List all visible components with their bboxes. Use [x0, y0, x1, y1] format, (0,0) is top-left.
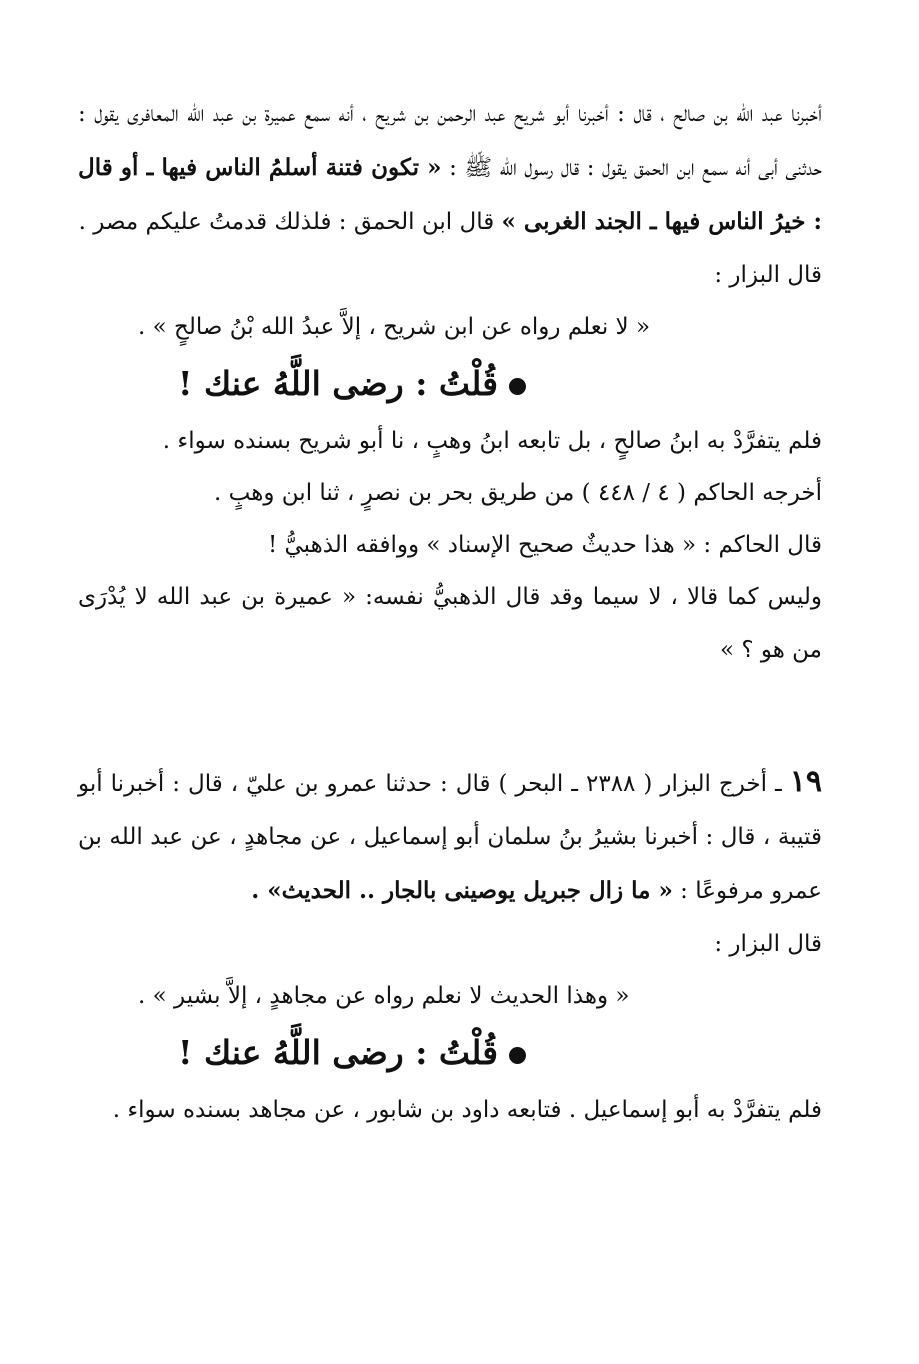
commentary-line: فلم يتفرَّدْ به أبو إسماعيل . فتابعه داود بن شابور ، عن مجاهد بسنده سواء . — [112, 1097, 822, 1123]
qultu-heading-text: قُلْتُ : رضى اللَّهُ عنك ! — [178, 364, 498, 403]
commentary-line: فلم يتفرَّدْ به ابنُ صالحٍ ، بل تابعه ابنُ وهبٍ ، نا أبو شريح بسنده سواء . — [162, 428, 822, 454]
commentary-line: قال الحاكم : « هذا حديثٌ صحيح الإسناد » ووافقه الذهبيُّ ! — [267, 532, 822, 558]
hadith-paragraph — [78, 755, 822, 918]
qultu-heading-text: قُلْتُ : رضى اللَّهُ عنك ! — [178, 1033, 498, 1072]
hadith-matn: « ما زال جبريل يوصينى بالجار .. الحديث» . — [251, 877, 673, 904]
bazzar-label: قال البزار : — [714, 262, 822, 288]
bazzar-label: قال البزار : — [714, 931, 822, 957]
commentary-line: أخرجه الحاكم ( ٤ / ٤٤٨ ) من طريق بحر بن نصرٍ ، ثنا ابن وهبٍ . — [214, 480, 822, 506]
hadith-text: أخبرنا عبد الله بن صالح ، قال : أخبرنا أبو شريح عبد الرحمن بن شريح ، أنه سمع عميرة بن عبد الله المعافرى يقول : حدثنى أبى أنه سمع ابن الحمق يقول : قال رسول الله ﷺ : — [78, 101, 822, 181]
qultu-heading — [78, 1022, 822, 1084]
bazzar-quote-text: « لا نعلم رواه عن ابن شريح ، إلاَّ عبدُ الله بْنُ صالحٍ » . — [138, 314, 651, 340]
bullet-icon — [509, 378, 526, 395]
hadith-text: ـ أخرج البزار ( ٢٣٨٨ ـ البحر ) قال : حدثنا عمرو بن عليّ ، قال : أخبرنا أبو قتيبة ، قال : أخبرنا بشيرُ بنُ سلمان أبو إسماعيل ، عن مجاهدٍ ، عن عبد الله بن عمرو مرفوعًا : — [78, 771, 822, 904]
bazzar-quote — [78, 970, 822, 1022]
section-gap — [78, 677, 822, 755]
hadith-text-end: قال ابن الحمق : فلذلك قدمتُ عليكم مصر . — [78, 209, 502, 235]
commentary-paragraph: وليس كما قالا ، لا سيما وقد قال الذهبيُّ نفسه: « عميرة بن عبد الله لا يُدْرَى من هو ؟ » — [78, 584, 822, 663]
bazzar-quote — [78, 301, 822, 353]
hadith-paragraph — [78, 88, 822, 249]
bazzar-quote-text: « وهذا الحديث لا نعلم رواه عن مجاهدٍ ، إلاَّ بشير » . — [138, 983, 630, 1009]
bullet-icon — [509, 1047, 526, 1064]
document-page — [78, 88, 822, 1136]
hadith-number: ١٩ — [789, 764, 822, 799]
hadith-matn: « تكون فتنة أسلمُ الناس فيها ـ أو قال : خيرُ الناس فيها ـ الجند الغربى » — [78, 154, 822, 235]
qultu-heading — [78, 353, 822, 415]
